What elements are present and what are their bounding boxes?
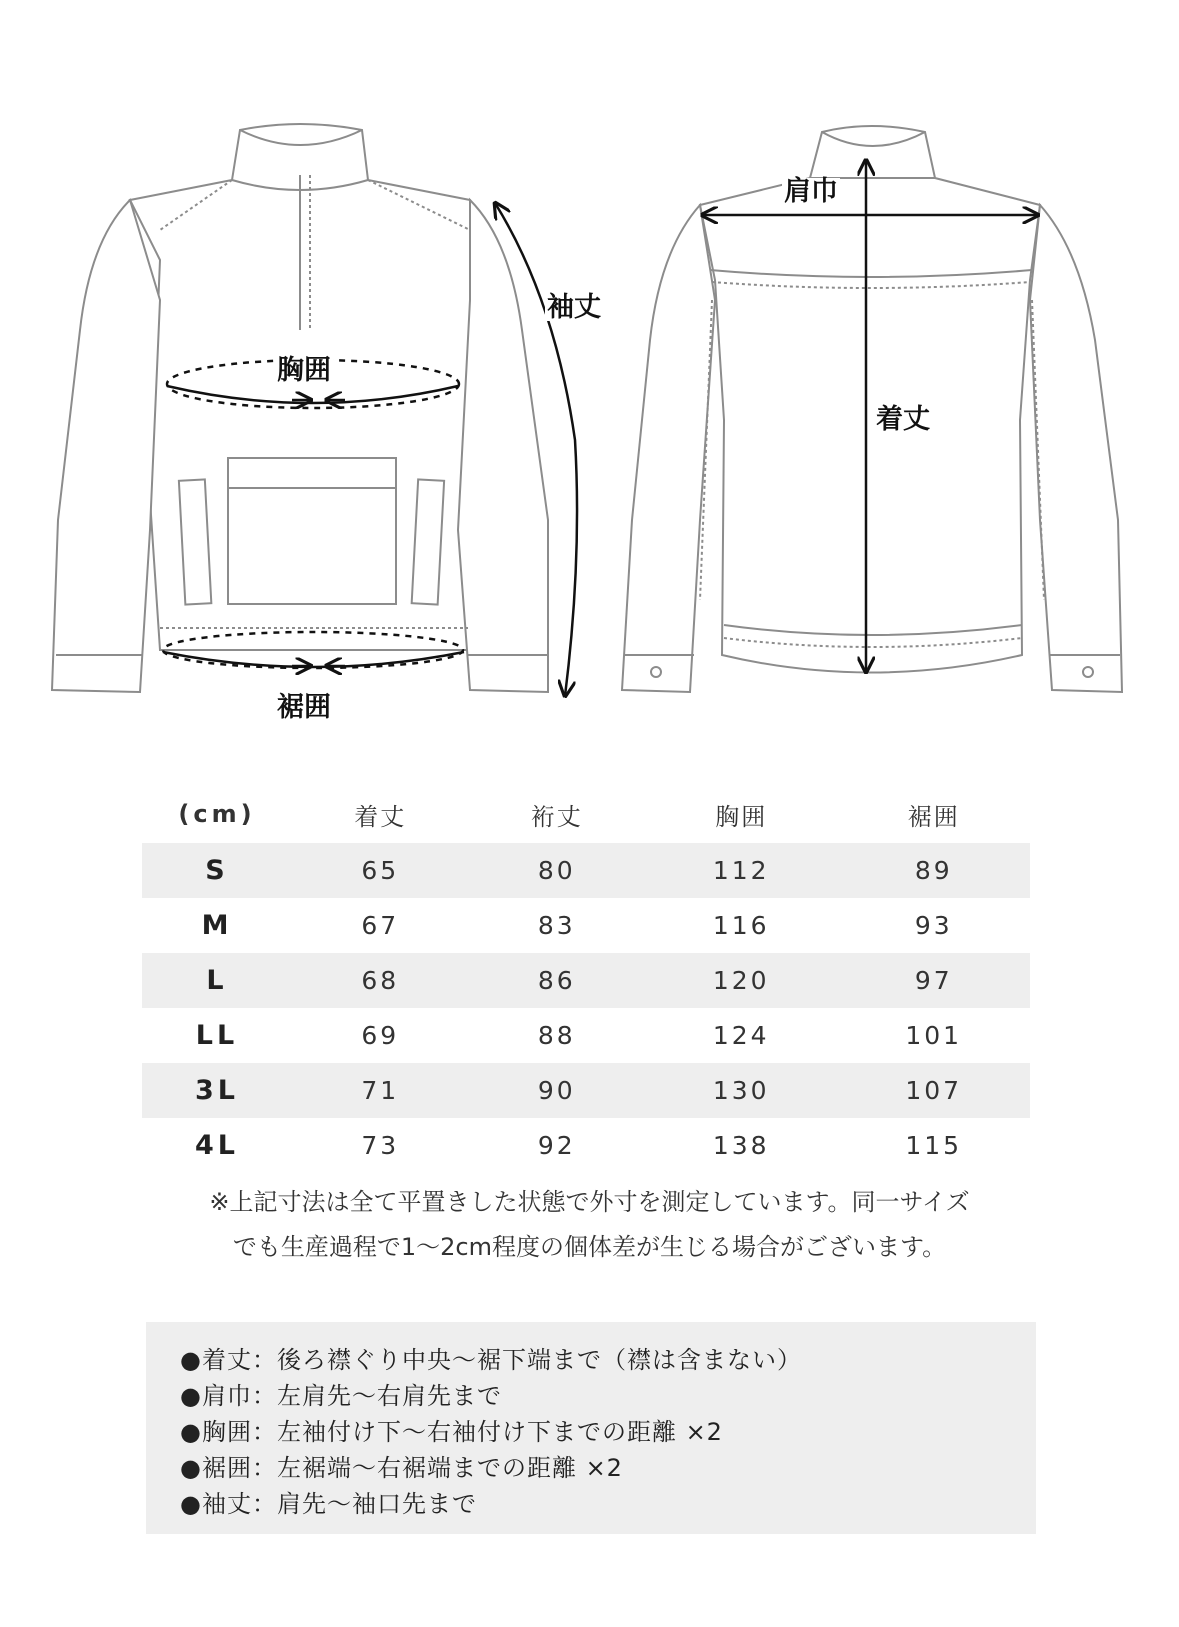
value-cell: 116 <box>712 911 770 940</box>
value-cell: 112 <box>645 843 838 898</box>
value-cell: 80 <box>468 843 644 898</box>
definition-shoulder: ●肩巾：左肩先〜右肩先まで <box>180 1382 502 1410</box>
value-cell: 101 <box>905 1021 963 1050</box>
size-cell: M <box>201 910 233 941</box>
col-header-chest: 胸囲 <box>715 802 768 831</box>
value-cell: 69 <box>361 1021 400 1050</box>
size-table <box>142 785 1030 1173</box>
definition-chest: ●胸囲：左袖付け下〜右袖付け下までの距離 ×2 <box>180 1418 723 1446</box>
size-cell: 4L <box>195 1130 239 1161</box>
value-cell: 90 <box>468 1063 644 1118</box>
value-cell: 65 <box>292 843 468 898</box>
value-cell: 73 <box>361 1131 400 1160</box>
table-row <box>142 953 1030 1008</box>
table-header-row <box>142 785 1030 843</box>
measurement-note-line2: でも生産過程で1〜2cm程度の個体差が生じる場合がございます。 <box>232 1233 947 1261</box>
table-row <box>142 898 1030 953</box>
col-header-yuki: 裄丈 <box>530 802 583 831</box>
col-header-length: 着丈 <box>354 802 407 831</box>
value-cell: 97 <box>837 953 1030 1008</box>
value-cell: 138 <box>712 1131 770 1160</box>
value-cell: 71 <box>292 1063 468 1118</box>
value-cell: 67 <box>361 911 400 940</box>
value-cell: 88 <box>537 1021 576 1050</box>
hem-label: 裾囲 <box>277 692 331 723</box>
value-cell: 107 <box>837 1063 1030 1118</box>
value-cell: 120 <box>645 953 838 1008</box>
front-jacket-outline <box>52 124 548 692</box>
measurement-note-line1: ※上記寸法は全て平置きした状態で外寸を測定しています。同一サイズ <box>209 1188 970 1216</box>
definitions-box <box>146 1322 1036 1534</box>
definition-hem: ●裾囲：左裾端〜右裾端までの距離 ×2 <box>180 1454 623 1482</box>
value-cell: 86 <box>468 953 644 1008</box>
chest-label: 胸囲 <box>277 355 331 386</box>
value-cell: 92 <box>537 1131 576 1160</box>
definition-length: ●着丈：後ろ襟ぐり中央〜裾下端まで（襟は含まない） <box>180 1346 802 1374</box>
size-cell: 3L <box>142 1063 292 1118</box>
value-cell: 93 <box>914 911 953 940</box>
table-row <box>142 1063 1030 1118</box>
size-cell: LL <box>195 1020 239 1051</box>
body-length-label: 着丈 <box>876 404 930 435</box>
value-cell: 68 <box>292 953 468 1008</box>
table-row <box>142 1008 1030 1063</box>
definition-sleeve: ●袖丈：肩先〜袖口先まで <box>180 1490 477 1518</box>
garment-measurement-diagram <box>0 0 1179 730</box>
value-cell: 130 <box>645 1063 838 1118</box>
shoulder-width-label: 肩巾 <box>784 176 838 207</box>
table-row <box>142 843 1030 898</box>
table-row <box>142 1118 1030 1173</box>
col-header-hem: 裾囲 <box>907 802 960 831</box>
unit-label: (cm) <box>178 800 256 828</box>
size-cell: S <box>142 843 292 898</box>
sleeve-length-label: 袖丈 <box>547 292 601 323</box>
value-cell: 115 <box>905 1131 963 1160</box>
back-jacket-outline <box>622 126 1122 692</box>
size-cell: L <box>142 953 292 1008</box>
value-cell: 89 <box>837 843 1030 898</box>
value-cell: 83 <box>537 911 576 940</box>
value-cell: 124 <box>712 1021 770 1050</box>
